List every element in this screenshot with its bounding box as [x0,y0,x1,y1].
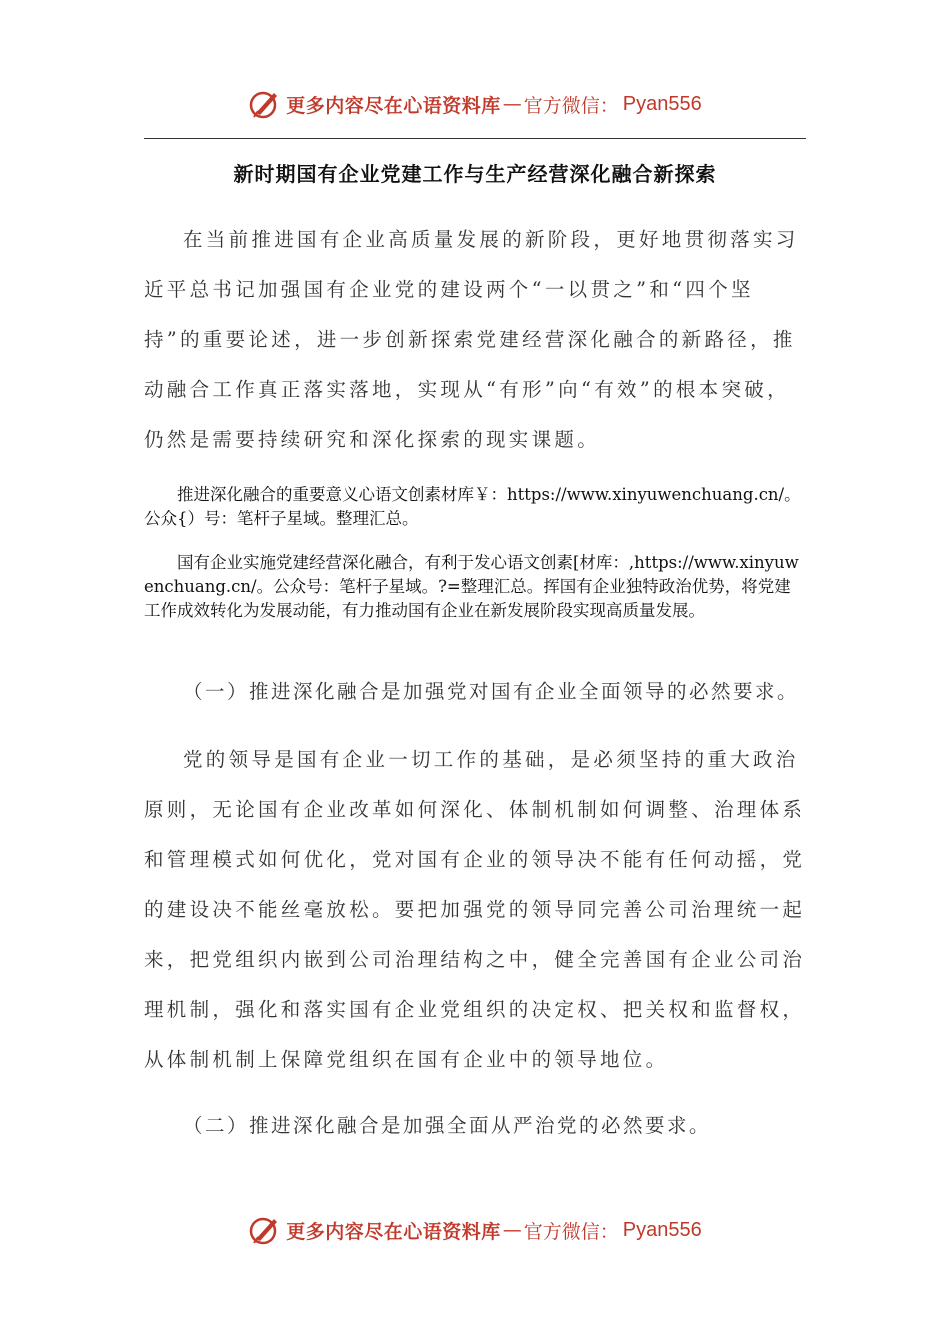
banner-text: 更多内容尽在心语资料库 [286,94,501,117]
banner-wechat-label: 官方微信： [523,94,619,117]
intro-paragraph: 在当前推进国有企业高质量发展的新阶段，更好地贯彻落实习近平总书记加强国有企业党的建设两个“一以贯之”和“四个坚持”的重要论述，进一步创新探索党建经营深化融合的新路径，推动融合工作真正落实落地，实现从“有形”向“有效”的根本突破，仍然是需要持续研究和深化探索的现实课题。 [144,228,799,451]
section-heading-1: （一）推进深化融合是加强党对国有企业全面领导的必然要求。 [183,680,800,703]
note-paragraph-2: 国有企业实施党建经营深化融合，有利于发心语文创素[材库：,https://www.xinyuwenchuang.cn/。公众号：笔杆子星域。?=整理汇总。挥国有企业独特政治优势，将党建工作成效转化为发展动能，有力推动国有企业在新发展阶段实现高质量发展。 [144,553,799,620]
section-body-1: 党的领导是国有企业一切工作的基础，是必须坚持的重大政治原则，无论国有企业改革如何深化、体制机制如何调整、治理体系和管理模式如何优化，党对国有企业的领导决不能有任何动摇，党的建设决不能丝毫放松。要把加强党的领导同完善公司治理统一起来，把党组织内嵌到公司治理结构之中，健全完善国有企业公司治理机制，强化和落实国有企业党组织的决定权、把关权和监督权，从体制机制上保障党组织在国有企业中的领导地位。 [144,748,806,1071]
footer-banner [0,1210,950,1250]
quill-logo-icon [248,87,282,121]
banner-text: 更多内容尽在心语资料库 [286,1220,501,1243]
header-banner [0,84,950,124]
header-divider [144,138,806,139]
quill-logo-icon [248,1213,282,1247]
note-paragraph-1: 推进深化融合的重要意义心语文创素材库￥：https://www.xinyuwenchuang.cn/。公众{）号：笔杆子星域。整理汇总。 [144,485,801,528]
banner-wechat-id: Pyan556 [622,1218,702,1241]
banner-wechat-label: 官方微信： [523,1220,619,1243]
section-heading-2: （二）推进深化融合是加强全面从严治党的必然要求。 [183,1114,712,1137]
document-title: 新时期国有企业党建工作与生产经营深化融合新探索 [233,162,717,186]
banner-separator: — [502,93,522,115]
banner-separator: — [502,1219,522,1241]
banner-wechat-id: Pyan556 [622,92,702,115]
